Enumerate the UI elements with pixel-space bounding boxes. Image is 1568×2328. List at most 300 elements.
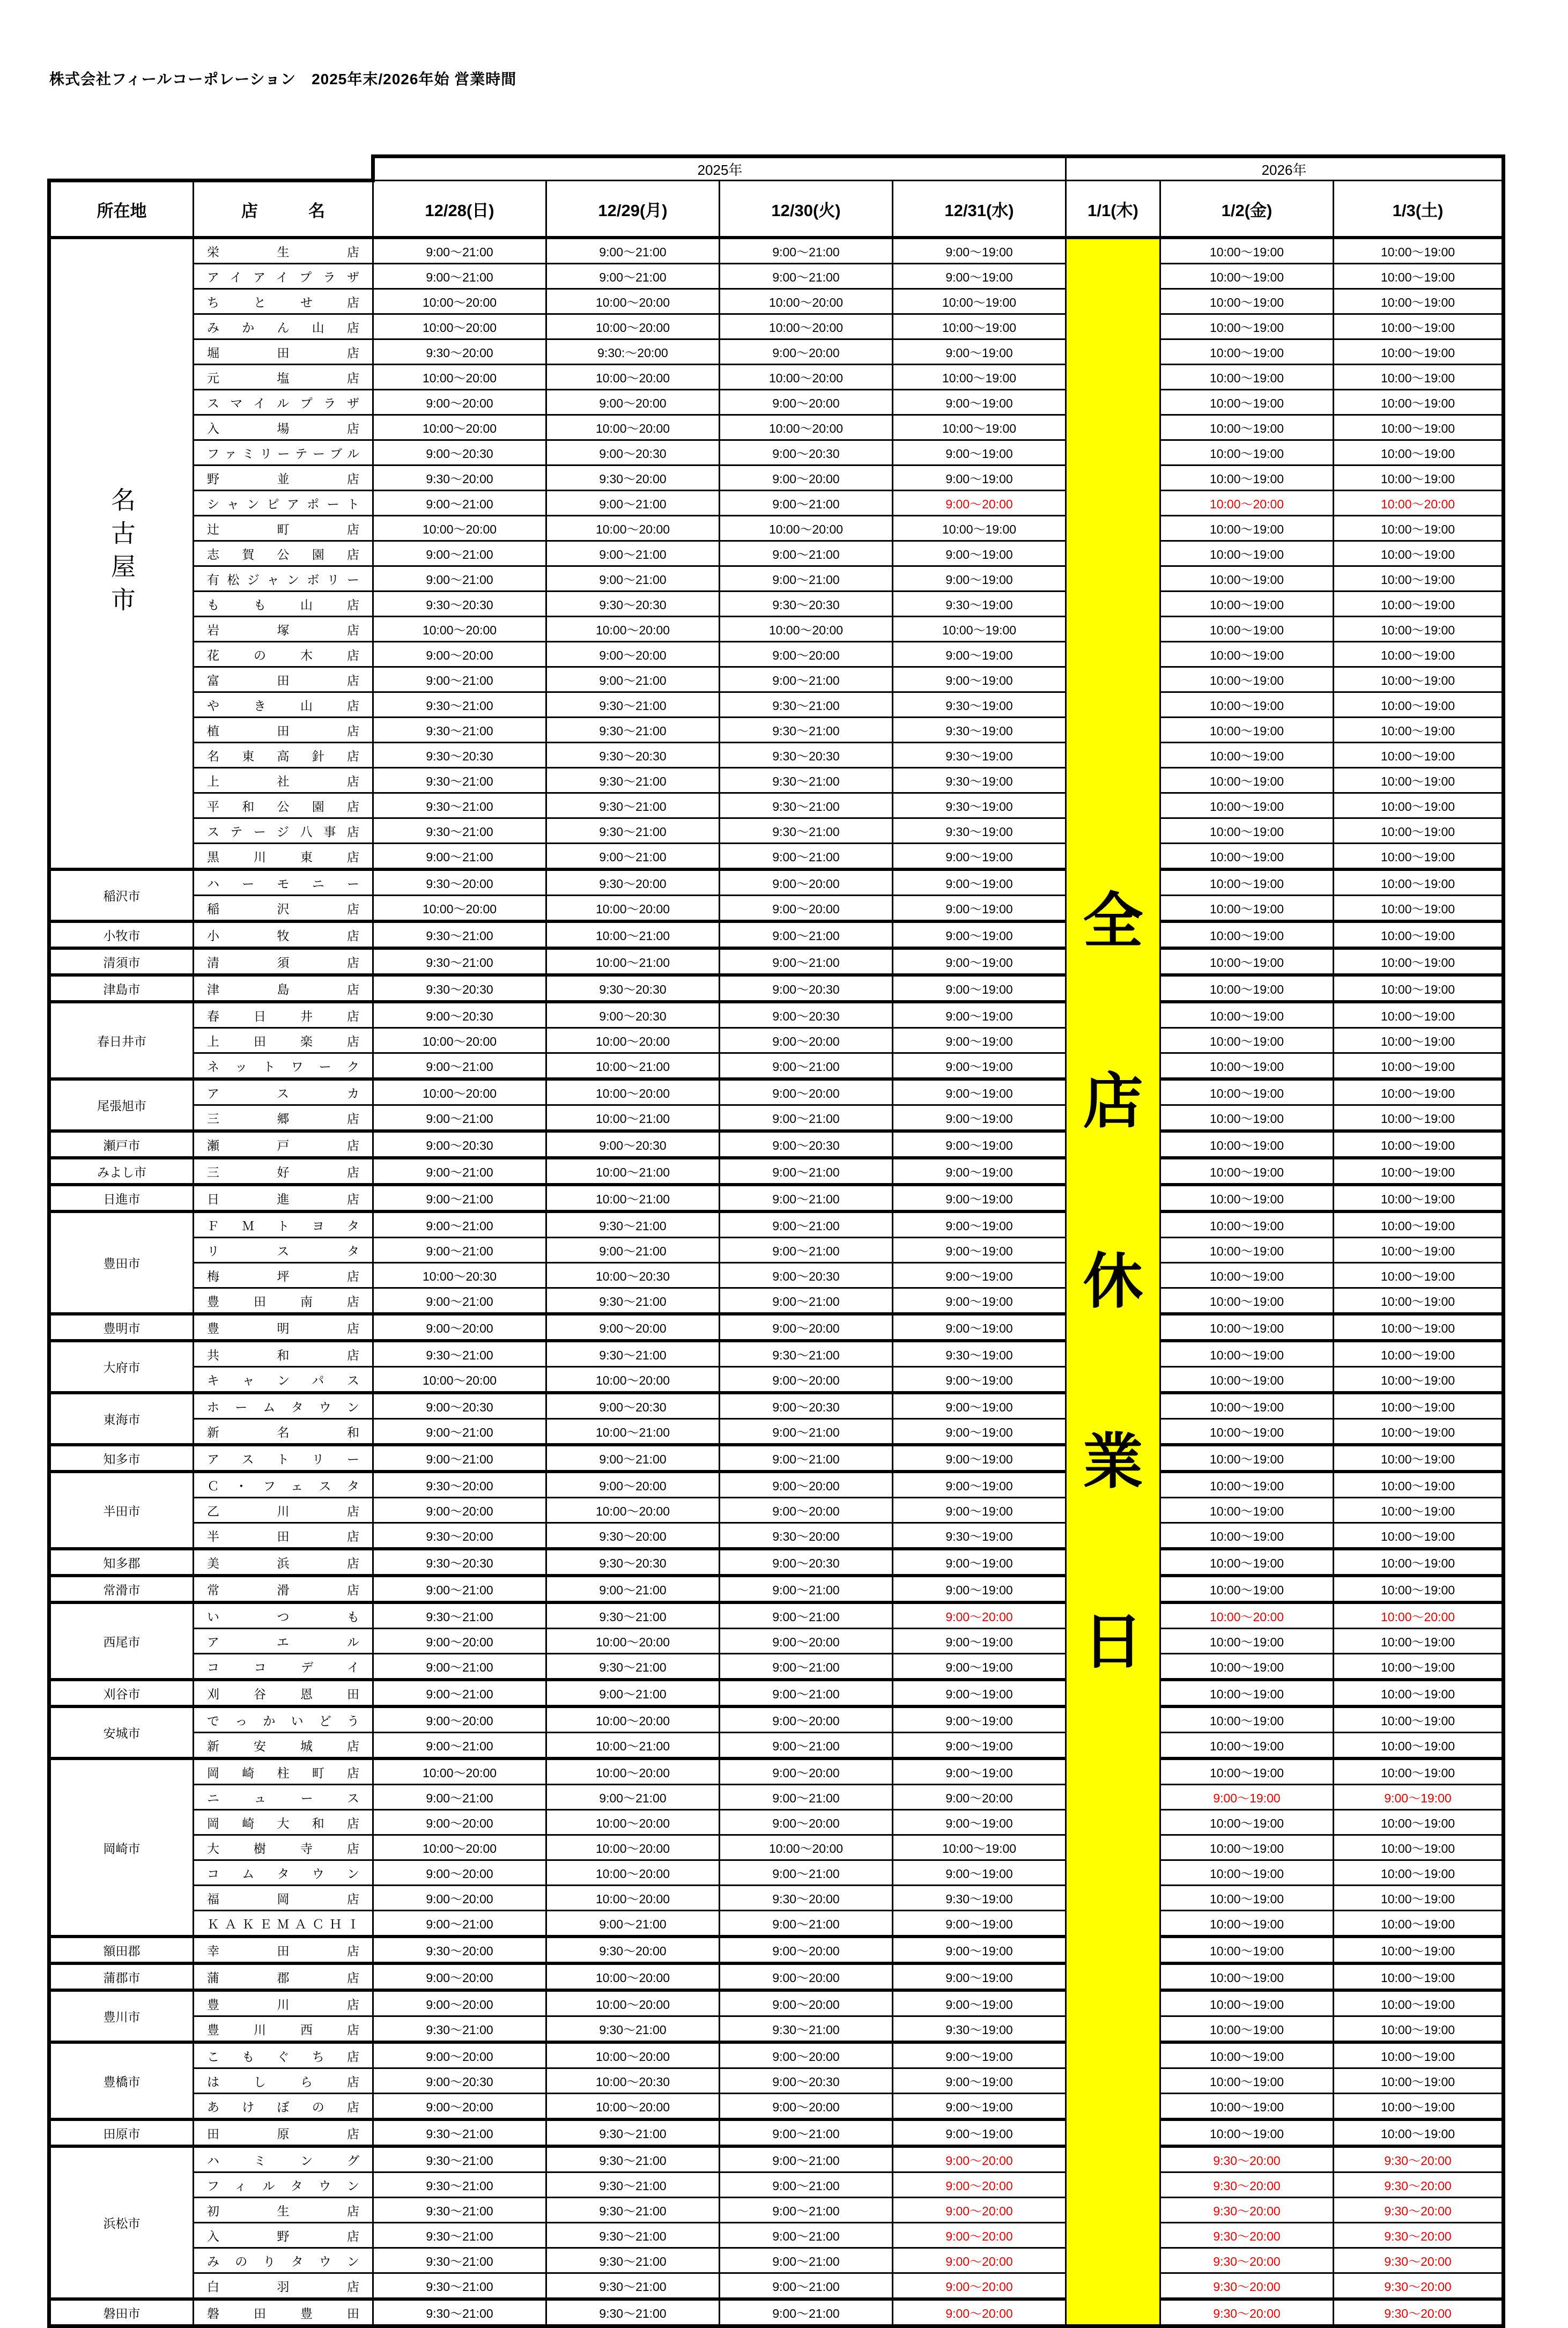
time-cell: 9:00～21:00 (373, 1288, 546, 1314)
time-cell: 10:00～19:00 (1160, 1445, 1334, 1472)
time-cell: 10:00～20:00 (373, 415, 546, 440)
year-band-row (49, 157, 1504, 181)
time-cell: 9:30～21:00 (720, 692, 893, 718)
time-cell: 9:00～21:00 (373, 1445, 546, 1472)
time-cell: 10:00～20:00 (720, 1835, 893, 1860)
holiday-char: 全 (1083, 888, 1143, 955)
time-cell: 9:30～20:30 (546, 975, 720, 1002)
time-cell: 10:00～19:00 (893, 617, 1066, 642)
store-row (49, 1886, 1504, 1911)
time-cell: 10:00～19:00 (1160, 1002, 1334, 1028)
time-cell: 10:00～19:00 (1160, 1105, 1334, 1132)
time-cell: 9:00～21:00 (720, 2146, 893, 2172)
store-name-cell: 新名和 (194, 1419, 373, 1445)
time-cell: 10:00～19:00 (1160, 793, 1334, 818)
time-cell: 10:00～20:00 (546, 896, 720, 922)
time-cell: 9:00～21:00 (373, 1158, 546, 1185)
time-cell: 10:00～19:00 (1334, 592, 1504, 617)
time-cell: 9:00～19:00 (893, 1472, 1066, 1498)
time-cell: 9:30～21:00 (373, 948, 546, 975)
store-name-cell: ステージ八事店 (194, 818, 373, 844)
time-cell: 10:00～19:00 (1160, 1963, 1334, 1990)
time-cell: 9:30～20:00 (1334, 2299, 1504, 2326)
time-cell: 9:00～19:00 (893, 264, 1066, 289)
time-cell: 9:00～20:00 (373, 642, 546, 667)
store-row (49, 617, 1504, 642)
time-cell: 10:00～19:00 (1334, 1028, 1504, 1053)
time-cell: 9:30～20:00 (373, 1937, 546, 1963)
time-cell: 9:30～20:00 (1334, 2146, 1504, 2172)
time-cell: 9:00～20:00 (893, 2146, 1066, 2172)
time-cell: 9:30～20:00 (1160, 2172, 1334, 2198)
time-cell: 9:30～21:00 (546, 1654, 720, 1680)
time-cell: 10:00～20:00 (720, 516, 893, 541)
location-cell: 小牧市 (49, 921, 194, 948)
time-cell: 9:00～19:00 (893, 1158, 1066, 1185)
time-cell: 9:00～20:30 (720, 1131, 893, 1158)
time-cell: 9:00～19:00 (893, 1238, 1066, 1263)
location-cell: 豊橋市 (49, 2042, 194, 2119)
time-cell: 10:00～19:00 (1160, 516, 1334, 541)
time-cell: 10:00～19:00 (1160, 2094, 1334, 2120)
time-cell: 10:00～20:00 (373, 516, 546, 541)
time-cell: 10:00～19:00 (1160, 1629, 1334, 1654)
time-cell: 9:30～21:00 (373, 692, 546, 718)
time-cell: 10:00～19:00 (1160, 948, 1334, 975)
store-name-cell: 有松ジャンボリー (194, 566, 373, 592)
time-cell: 10:00～19:00 (1334, 1886, 1504, 1911)
store-name-cell: でっかいどう (194, 1706, 373, 1733)
time-cell: 10:00～19:00 (1160, 1314, 1334, 1341)
store-name-cell: みかん山店 (194, 314, 373, 339)
time-cell: 10:00～19:00 (1334, 1733, 1504, 1759)
time-cell: 9:00～19:00 (893, 238, 1066, 264)
store-row (49, 516, 1504, 541)
time-cell: 10:00～19:00 (1334, 921, 1504, 948)
time-cell: 10:00～19:00 (1160, 2016, 1334, 2043)
store-name-cell: 入場店 (194, 415, 373, 440)
store-name-cell: 上社店 (194, 768, 373, 793)
time-cell: 9:00～21:00 (546, 1445, 720, 1472)
store-row (49, 2094, 1504, 2120)
store-name-cell: もも山店 (194, 592, 373, 617)
time-cell: 9:30～20:00 (720, 1886, 893, 1911)
time-cell: 10:00～19:00 (1160, 896, 1334, 922)
time-cell: 9:00～21:00 (373, 1785, 546, 1810)
time-cell: 10:00～19:00 (1334, 1445, 1504, 1472)
time-cell: 9:00～20:00 (720, 1758, 893, 1785)
store-name-cell: スマイルプラザ (194, 390, 373, 415)
time-cell: 9:00～21:00 (720, 1445, 893, 1472)
time-cell: 9:00～20:00 (720, 339, 893, 365)
time-cell: 9:30～21:00 (546, 2273, 720, 2300)
time-cell: 10:00～20:00 (1334, 491, 1504, 516)
time-cell: 10:00～19:00 (1160, 339, 1334, 365)
time-cell: 9:00～21:00 (720, 491, 893, 516)
time-cell: 9:30～19:00 (893, 743, 1066, 768)
time-cell: 9:00～19:00 (893, 1105, 1066, 1132)
time-cell: 9:30～20:00 (373, 869, 546, 896)
time-cell: 9:30～21:00 (373, 2223, 546, 2248)
time-cell: 10:00～19:00 (1334, 1498, 1504, 1523)
time-cell: 9:00～21:00 (720, 2273, 893, 2300)
time-cell: 10:00～20:00 (546, 1810, 720, 1835)
time-cell: 9:00～21:00 (373, 667, 546, 692)
time-cell: 9:00～19:00 (893, 1288, 1066, 1314)
time-cell: 10:00～19:00 (1334, 818, 1504, 844)
time-cell: 10:00～20:00 (373, 896, 546, 922)
time-cell: 9:00～20:00 (373, 1963, 546, 1990)
time-cell: 10:00～19:00 (1334, 365, 1504, 390)
store-row (49, 793, 1504, 818)
time-cell: 9:00～21:00 (720, 2248, 893, 2273)
time-cell: 9:00～21:00 (546, 1238, 720, 1263)
time-cell: 10:00～19:00 (1334, 617, 1504, 642)
time-cell: 10:00～19:00 (893, 516, 1066, 541)
store-row (49, 339, 1504, 365)
time-cell: 9:30～20:00 (1160, 2146, 1334, 2172)
time-cell: 9:00～20:00 (893, 491, 1066, 516)
time-cell: 10:00～20:00 (373, 1079, 546, 1105)
time-cell: 9:00～20:00 (720, 869, 893, 896)
time-cell: 9:30～20:30 (546, 743, 720, 768)
time-cell: 9:00～20:00 (373, 1990, 546, 2016)
store-row (49, 1576, 1504, 1602)
time-cell: 9:30～20:00 (1160, 2299, 1334, 2326)
time-cell: 9:00～19:00 (893, 1576, 1066, 1602)
location-cell: 大府市 (49, 1341, 194, 1393)
store-row (49, 2119, 1504, 2146)
time-cell: 9:00～19:00 (1160, 1785, 1334, 1810)
store-row (49, 1105, 1504, 1132)
time-cell: 10:00～19:00 (1160, 1654, 1334, 1680)
time-cell: 9:00～21:00 (720, 264, 893, 289)
time-cell: 10:00～19:00 (1334, 1758, 1504, 1785)
time-cell: 10:00～19:00 (1160, 1990, 1334, 2016)
time-cell: 9:00～21:00 (720, 948, 893, 975)
time-cell: 10:00～19:00 (1334, 339, 1504, 365)
date-header: 1/3(土) (1334, 181, 1504, 238)
store-row (49, 1288, 1504, 1314)
store-row (49, 2068, 1504, 2094)
time-cell: 9:00～21:00 (720, 541, 893, 566)
time-cell: 9:00～21:00 (546, 1576, 720, 1602)
time-cell: 10:00～19:00 (1334, 1654, 1504, 1680)
location-cell: 刈谷市 (49, 1680, 194, 1706)
store-row (49, 1341, 1504, 1367)
store-name-cell: ＦＭトヨタ (194, 1211, 373, 1238)
store-name-cell: 元塩店 (194, 365, 373, 390)
time-cell: 9:00～19:00 (893, 1860, 1066, 1886)
time-cell: 9:00～20:00 (546, 390, 720, 415)
time-cell: 9:30～21:00 (546, 2146, 720, 2172)
time-cell: 9:30～20:00 (373, 339, 546, 365)
time-cell: 10:00～20:00 (546, 1706, 720, 1733)
time-cell: 10:00～20:00 (373, 314, 546, 339)
store-name-cell: こもぐち店 (194, 2042, 373, 2068)
time-cell: 10:00～19:00 (1334, 1288, 1504, 1314)
time-cell: 9:00～19:00 (893, 541, 1066, 566)
time-cell: 10:00～20:00 (546, 1629, 720, 1654)
store-name-cell: 平和公園店 (194, 793, 373, 818)
time-cell: 9:30～21:00 (546, 692, 720, 718)
time-cell: 10:00～19:00 (1334, 1131, 1504, 1158)
time-cell: 9:00～19:00 (893, 390, 1066, 415)
time-cell: 10:00～19:00 (1334, 1211, 1504, 1238)
store-name-cell: 福岡店 (194, 1886, 373, 1911)
time-cell: 9:00～19:00 (893, 1990, 1066, 2016)
time-cell: 9:30～21:00 (373, 2248, 546, 2273)
store-name-cell: ファミリーテーブル (194, 440, 373, 465)
store-row (49, 1937, 1504, 1963)
time-cell: 10:00～19:00 (1160, 1288, 1334, 1314)
time-cell: 10:00～19:00 (1160, 1937, 1334, 1963)
time-cell: 9:30～20:00 (1334, 2223, 1504, 2248)
time-cell: 10:00～19:00 (893, 314, 1066, 339)
time-cell: 9:00～20:00 (720, 896, 893, 922)
time-cell: 10:00～19:00 (1160, 1131, 1334, 1158)
store-row (49, 1131, 1504, 1158)
time-cell: 9:00～21:00 (720, 566, 893, 592)
holiday-char: 日 (1083, 1608, 1143, 1675)
time-cell: 9:00～21:00 (720, 1185, 893, 1211)
time-cell: 10:00～19:00 (1160, 844, 1334, 870)
location-cell: 半田市 (49, 1472, 194, 1549)
time-cell: 10:00～19:00 (1334, 1911, 1504, 1937)
time-cell: 10:00～19:00 (1334, 1523, 1504, 1549)
time-cell: 9:30～21:00 (373, 2146, 546, 2172)
store-row (49, 491, 1504, 516)
store-row (49, 1602, 1504, 1629)
store-name-cell: 豊川西店 (194, 2016, 373, 2043)
time-cell: 9:30～21:00 (720, 2016, 893, 2043)
store-name-cell: 植田店 (194, 718, 373, 743)
time-cell: 9:00～21:00 (373, 844, 546, 870)
store-row (49, 1706, 1504, 1733)
time-cell: 9:00～19:00 (893, 1654, 1066, 1680)
store-name-cell: ＫＡＫＥＭＡＣＨＩ (194, 1911, 373, 1937)
time-cell: 9:00～21:00 (720, 1733, 893, 1759)
store-name-cell: 辻町店 (194, 516, 373, 541)
time-cell: 9:00～20:00 (373, 1886, 546, 1911)
time-cell: 9:00～20:00 (893, 2172, 1066, 2198)
time-cell: 9:00～20:00 (546, 642, 720, 667)
time-cell: 10:00～19:00 (1160, 289, 1334, 314)
time-cell: 9:00～20:30 (546, 1393, 720, 1419)
time-cell: 9:00～20:00 (720, 1937, 893, 1963)
time-cell: 10:00～19:00 (1334, 1963, 1504, 1990)
time-cell: 9:00～20:00 (720, 1079, 893, 1105)
store-name-cell: 豊川店 (194, 1990, 373, 2016)
time-cell: 9:00～19:00 (893, 2094, 1066, 2120)
store-name-cell: 栄生店 (194, 238, 373, 264)
time-cell: 9:30～21:00 (373, 818, 546, 844)
time-cell: 9:00～20:30 (373, 2068, 546, 2094)
time-cell: 10:00～19:00 (1160, 667, 1334, 692)
time-cell: 9:00～21:00 (720, 667, 893, 692)
time-cell: 9:30～21:00 (373, 2299, 546, 2326)
time-cell: 10:00～19:00 (1334, 1472, 1504, 1498)
time-cell: 10:00～19:00 (1334, 869, 1504, 896)
store-name-cell: 黒川東店 (194, 844, 373, 870)
time-cell: 9:30～21:00 (373, 921, 546, 948)
time-cell: 9:00～21:00 (546, 1785, 720, 1810)
time-cell: 10:00～19:00 (1160, 768, 1334, 793)
store-row (49, 440, 1504, 465)
time-cell: 10:00～19:00 (1160, 617, 1334, 642)
time-cell: 10:00～19:00 (1334, 541, 1504, 566)
time-cell: 9:00～20:30 (720, 1263, 893, 1288)
location-cell: 西尾市 (49, 1602, 194, 1680)
date-header: 12/30(火) (720, 181, 893, 238)
time-cell: 10:00～19:00 (1334, 718, 1504, 743)
date-header: 12/31(水) (893, 181, 1066, 238)
time-cell: 10:00～19:00 (1160, 1860, 1334, 1886)
store-row (49, 1498, 1504, 1523)
time-cell: 9:00～21:00 (720, 1238, 893, 1263)
time-cell: 10:00～19:00 (1160, 2068, 1334, 2094)
time-cell: 10:00～19:00 (1334, 1263, 1504, 1288)
time-cell: 9:30:～20:00 (546, 339, 720, 365)
time-cell: 9:00～21:00 (373, 238, 546, 264)
store-row (49, 948, 1504, 975)
store-row (49, 1079, 1504, 1105)
time-cell: 9:00～20:30 (546, 440, 720, 465)
store-row (49, 1053, 1504, 1080)
time-cell: 9:00～21:00 (720, 2119, 893, 2146)
store-row (49, 566, 1504, 592)
store-name-cell: 田原店 (194, 2119, 373, 2146)
time-cell: 9:00～21:00 (720, 1158, 893, 1185)
store-name-cell: 名東高針店 (194, 743, 373, 768)
time-cell: 9:00～20:00 (720, 1472, 893, 1498)
time-cell: 9:00～21:00 (546, 1680, 720, 1706)
store-row (49, 743, 1504, 768)
store-name-cell: 豊田南店 (194, 1288, 373, 1314)
time-cell: 10:00～20:00 (1160, 491, 1334, 516)
time-cell: 9:30～21:00 (546, 818, 720, 844)
time-cell: 9:00～21:00 (373, 541, 546, 566)
time-cell: 10:00～19:00 (1160, 1733, 1334, 1759)
holiday-char: 店 (1083, 1068, 1143, 1135)
time-cell: 10:00～19:00 (1160, 1680, 1334, 1706)
store-name-cell: シャンピアポート (194, 491, 373, 516)
time-cell: 10:00～19:00 (1334, 1629, 1504, 1654)
time-cell: 10:00～19:00 (1334, 1158, 1504, 1185)
time-cell: 10:00～19:00 (1334, 2119, 1504, 2146)
time-cell: 10:00～21:00 (546, 1419, 720, 1445)
store-name-cell: アスカ (194, 1079, 373, 1105)
date-header: 1/2(金) (1160, 181, 1334, 238)
time-cell: 10:00～20:00 (546, 314, 720, 339)
time-cell: 9:30～21:00 (373, 718, 546, 743)
time-cell: 10:00～21:00 (546, 1733, 720, 1759)
time-cell: 9:00～21:00 (720, 238, 893, 264)
time-cell: 9:00～21:00 (373, 1238, 546, 1263)
store-row (49, 2248, 1504, 2273)
store-row (49, 2172, 1504, 2198)
time-cell: 9:00～20:30 (373, 440, 546, 465)
time-cell: 9:00～21:00 (720, 1602, 893, 1629)
time-cell: 9:00～20:00 (373, 1706, 546, 1733)
time-cell: 10:00～20:00 (1160, 1602, 1334, 1629)
time-cell: 9:00～19:00 (893, 1393, 1066, 1419)
time-cell: 10:00～19:00 (893, 289, 1066, 314)
time-cell: 10:00～20:00 (546, 1990, 720, 2016)
store-row (49, 692, 1504, 718)
time-cell: 10:00～19:00 (1334, 516, 1504, 541)
time-cell: 10:00～21:00 (546, 1158, 720, 1185)
time-cell: 10:00～19:00 (1334, 793, 1504, 818)
time-cell: 10:00～19:00 (1334, 415, 1504, 440)
store-name-cell: フィルタウン (194, 2172, 373, 2198)
holiday-char: 休 (1083, 1248, 1143, 1315)
location-cell: 稲沢市 (49, 869, 194, 921)
time-cell: 9:00～19:00 (893, 1549, 1066, 1576)
store-name-cell: 豊明店 (194, 1314, 373, 1341)
time-cell: 9:00～21:00 (546, 1911, 720, 1937)
time-cell: 10:00～19:00 (1160, 1706, 1334, 1733)
time-cell: 10:00～19:00 (1160, 1053, 1334, 1080)
time-cell: 9:00～21:00 (720, 1785, 893, 1810)
time-cell: 9:30～20:00 (373, 1523, 546, 1549)
time-cell: 9:30～21:00 (546, 793, 720, 818)
store-row (49, 1654, 1504, 1680)
store-name-cell: 富田店 (194, 667, 373, 692)
time-cell: 10:00～19:00 (1160, 264, 1334, 289)
store-name-cell: みのりタウン (194, 2248, 373, 2273)
store-row (49, 1314, 1504, 1341)
time-cell: 10:00～20:00 (546, 617, 720, 642)
location-cell: 尾張旭市 (49, 1079, 194, 1131)
store-row (49, 1963, 1504, 1990)
time-cell: 9:30～20:00 (1334, 2172, 1504, 2198)
time-cell: 9:00～20:00 (720, 1314, 893, 1341)
time-cell: 9:00～19:00 (893, 1131, 1066, 1158)
location-cell: 春日井市 (49, 1002, 194, 1079)
time-cell: 10:00～19:00 (1334, 1238, 1504, 1263)
store-row (49, 921, 1504, 948)
time-cell: 10:00～19:00 (1334, 1367, 1504, 1393)
time-cell: 9:00～20:30 (720, 2068, 893, 2094)
time-cell: 9:30～20:00 (1160, 2248, 1334, 2273)
store-row (49, 390, 1504, 415)
store-name-cell: ハーモニー (194, 869, 373, 896)
time-cell: 9:00～19:00 (893, 2068, 1066, 2094)
time-cell: 9:30～21:00 (373, 2273, 546, 2300)
time-cell: 10:00～19:00 (1160, 1211, 1334, 1238)
time-cell: 10:00～19:00 (1160, 1393, 1334, 1419)
time-cell: 9:00～19:00 (893, 1445, 1066, 1472)
time-cell: 10:00～19:00 (1160, 921, 1334, 948)
time-cell: 9:30～19:00 (893, 592, 1066, 617)
time-cell: 9:00～19:00 (893, 1263, 1066, 1288)
store-name-cell: 梅坪店 (194, 1263, 373, 1288)
location-cell: みよし市 (49, 1158, 194, 1185)
time-cell: 10:00～19:00 (1334, 1835, 1504, 1860)
time-cell: 9:00～19:00 (893, 1314, 1066, 1341)
location-cell: 田原市 (49, 2119, 194, 2146)
time-cell: 10:00～19:00 (1160, 566, 1334, 592)
time-cell: 10:00～19:00 (1334, 238, 1504, 264)
time-cell: 9:00～19:00 (893, 896, 1066, 922)
store-row (49, 818, 1504, 844)
time-cell: 9:00～21:00 (373, 491, 546, 516)
store-row (49, 1785, 1504, 1810)
time-cell: 10:00～21:00 (546, 1185, 720, 1211)
time-cell: 10:00～19:00 (1334, 1990, 1504, 2016)
time-cell: 9:00～19:00 (893, 1002, 1066, 1028)
